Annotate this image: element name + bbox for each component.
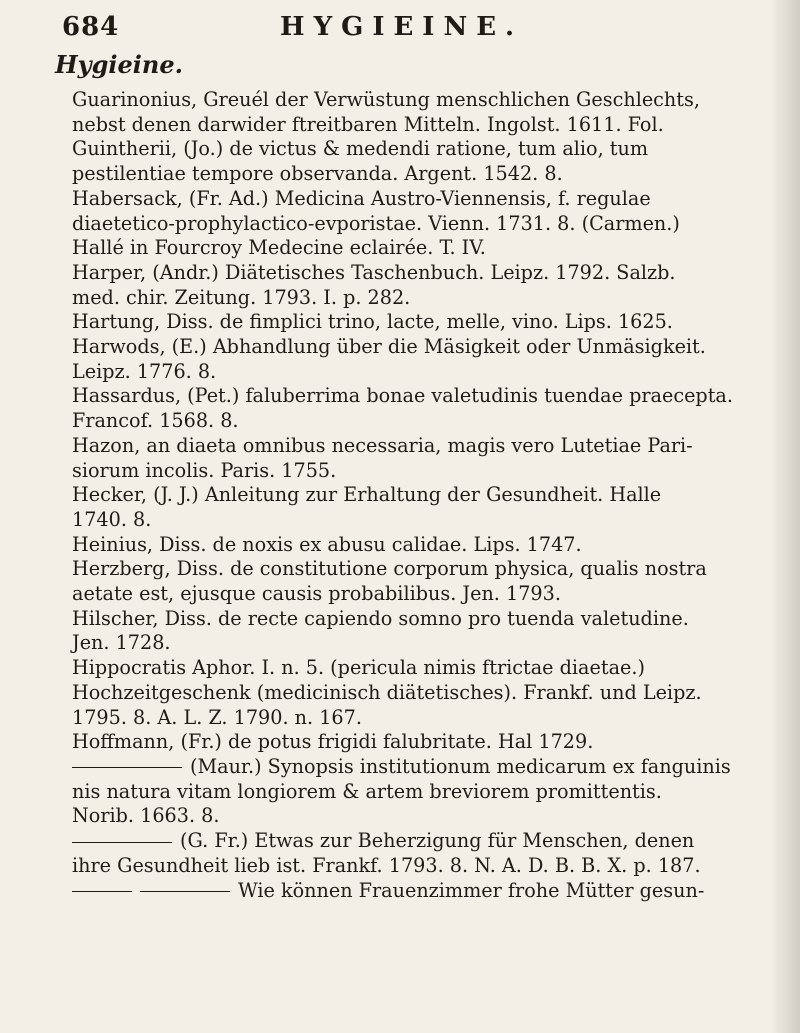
entry-hoffmann: Hoffmann, (Fr.) de potus frigidi falubritate. Hal 1729. — [72, 730, 594, 754]
entry-guarinonius: Guarinonius, Greuél der Verwüstung menschlichen Geschlechts, nebst denen darwider ftreitbaren Mitteln. Ingolst. 1611. Fol. — [72, 88, 700, 136]
ditto-dash — [72, 891, 132, 892]
entry-hazon: Hazon, an diaeta omnibus necessaria, magis vero Lutetiae Pari- siorum incolis. Paris. 1755. — [72, 433, 693, 482]
entry-hecker: Hecker, (J. J.) Anleitung zur Erhaltung der Gesundheit. Halle 1740. 8. — [72, 483, 662, 531]
page-edge-shadow — [770, 0, 800, 1033]
entry-hippocratis: Hippocratis Aphor. I. n. 5. (pericula nimis ftrictae diaetae.) Hochzeitgeschenk (medicinisch diätetisches). Frankf. und Leipz. 1795. 8. A. L. Z. 1790. n. 167. — [72, 656, 702, 729]
running-head: HYGIEINE. — [280, 12, 524, 42]
entry-halle: Hallé in Fourcroy Medecine eclairée. T. IV. — [72, 236, 486, 260]
entry-harper: Harper, (Andr.) Diätetisches Taschenbuch. Leipz. 1792. Salzb. med. chir. Zeitung. 1793. I. p. 282. — [72, 260, 676, 309]
entry-herzberg: Herzberg, Diss. de constitutione corporum physica, qualis nostra aetate est, ejusque causis probabilibus. Jen. 1793. — [72, 557, 707, 606]
entry-frauenzimmer: Wie können Frauenzimmer frohe Mütter gesun- — [72, 879, 772, 904]
entry-habersack: Habersack, (Fr. Ad.) Medicina Austro-Viennensis, f. regulae diaetetico-prophylactico-evporistae. Vienn. 1731. 8. (Carmen.) — [72, 186, 680, 235]
entry-hoffmann-maur: (Maur.) Synopsis institutionum medicarum ex fanguinis nis natura vitam longiorem & artem breviorem promittentis. Norib. 1663. 8. — [72, 754, 731, 828]
ditto-dash — [72, 767, 182, 768]
bibliography-list — [72, 88, 772, 903]
entry-hilscher: Hilscher, Diss. de recte capiendo somno pro tuenda valetudine. Jen. 1728. — [72, 606, 689, 655]
entry-heinius: Heinius, Diss. de noxis ex abusu calidae. Lips. 1747. — [72, 532, 582, 556]
entry-hassardus: Hassardus, (Pet.) faluberrima bonae valetudinis tuendae praecepta. Francof. 1568. 8. — [72, 384, 733, 433]
page-number: 684 — [62, 12, 120, 42]
ditto-dash — [72, 842, 172, 843]
entry-hartung: Hartung, Diss. de fimplici trino, lacte, melle, vino. Lips. 1625. — [72, 310, 673, 334]
entry-hoffmann-gfr: (G. Fr.) Etwas zur Beherzigung für Menschen, denen ihre Gesundheit lieb ist. Frankf. 1793. 8. N. A. D. B. B. X. p. 187. — [72, 829, 701, 877]
section-title: Hygieine. — [55, 50, 183, 79]
ditto-dash — [140, 891, 230, 892]
entry-guintherii: Guintherii, (Jo.) de victus & medendi ratione, tum alio, tum pestilentiae tempore observanda. Argent. 1542. 8. — [72, 137, 649, 186]
entry-harwods: Harwods, (E.) Abhandlung über die Mäsigkeit oder Unmäsigkeit. Leipz. 1776. 8. — [72, 335, 706, 383]
